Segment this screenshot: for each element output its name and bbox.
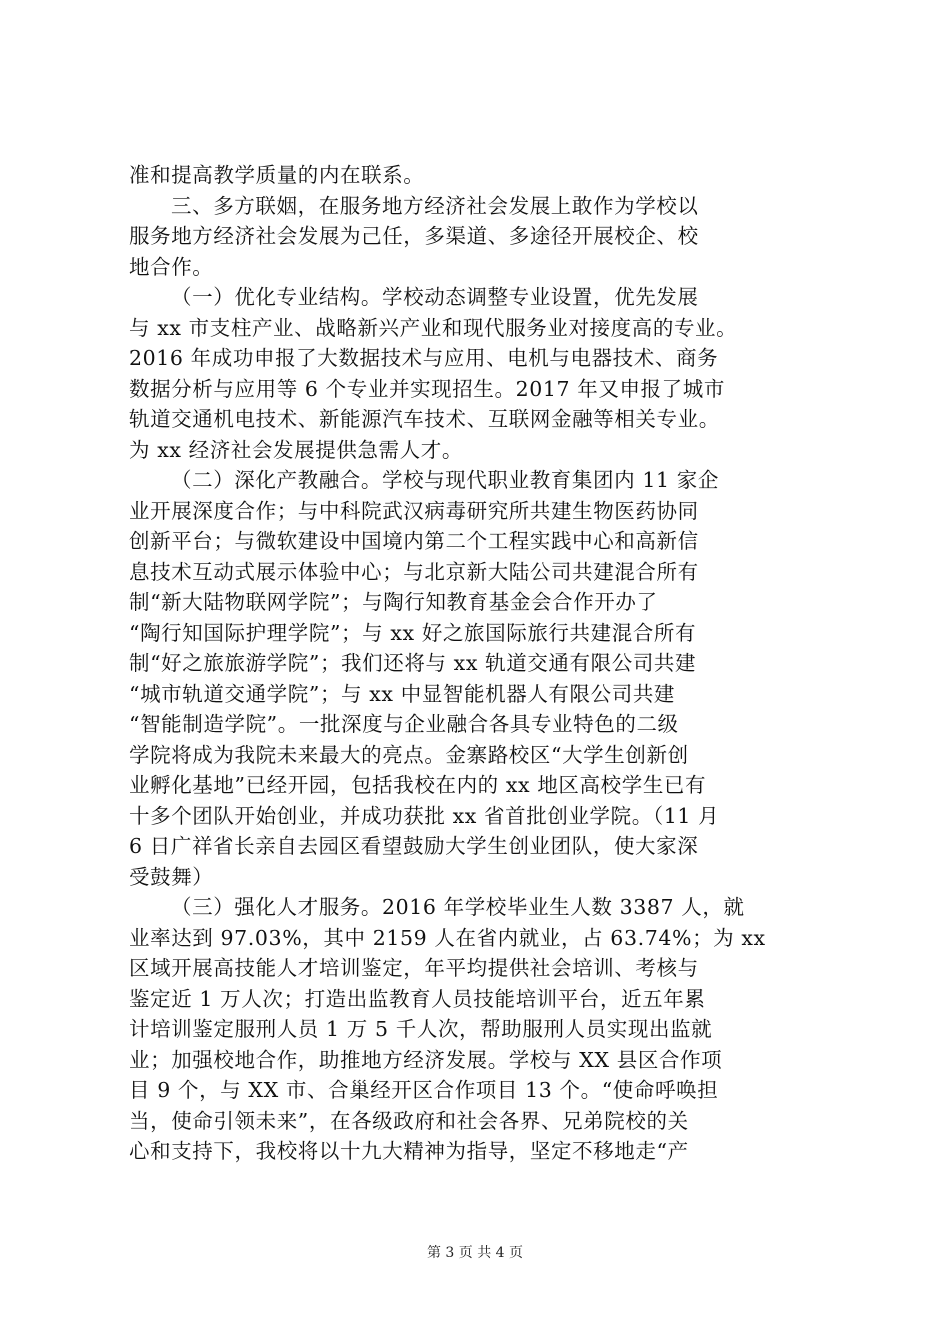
text-line: 计培训鉴定服刑人员 1 万 5 千人次，帮助服刑人员实现出监就 <box>129 1017 713 1041</box>
text-line: 业；加强校地合作，助推地方经济发展。学校与 XX 县区合作项 <box>129 1047 723 1072</box>
text-line: “城市轨道交通学院”；与 xx 中显智能机器人有限公司共建 <box>129 681 676 706</box>
subsection-heading-line: （三）强化人才服务。2016 年学校毕业生人数 3387 人，就 <box>171 895 745 919</box>
text-line: 制“新大陆物联网学院”；与陶行知教育基金会合作开办了 <box>129 590 658 614</box>
text-line: 为 xx 经济社会发展提供急需人才。 <box>129 437 463 462</box>
text-line: 制“好之旅旅游学院”；我们还将与 xx 轨道交通有限公司共建 <box>129 651 697 675</box>
text-line: 当，使命引领未来”，在各级政府和社会各界、兄弟院校的关 <box>129 1108 689 1133</box>
text-line: 学院将成为我院未来最大的亮点。金寨路校区“大学生创新创 <box>129 742 689 767</box>
text-line: 地合作。 <box>129 254 214 279</box>
document-body <box>129 160 829 1167</box>
section-heading-line: 三、多方联姻，在服务地方经济社会发展上敢作为学校以 <box>171 193 699 218</box>
text-line: 轨道交通机电技术、新能源汽车技术、互联网金融等相关专业。 <box>129 407 720 431</box>
text-line: 创新平台；与微软建设中国境内第二个工程实践中心和高新信 <box>129 529 699 553</box>
text-line: 准和提高教学质量的内在联系。 <box>129 163 425 187</box>
text-line: 业孵化基地”已经开园，包括我校在内的 xx 地区高校学生已有 <box>129 773 707 797</box>
text-line: “智能制造学院”。一批深度与企业融合各具专业特色的二级 <box>129 712 679 736</box>
text-line: 鉴定近 1 万人次；打造出监教育人员技能培训平台，近五年累 <box>129 986 706 1011</box>
text-line: “陶行知国际护理学院”；与 xx 好之旅国际旅行共建混合所有 <box>129 620 697 645</box>
text-line: 6 日广祥省长亲自去园区看望鼓励大学生创业团队，使大家深 <box>129 834 699 858</box>
text-line: 业开展深度合作；与中科院武汉病毒研究所共建生物医药协同 <box>129 498 699 523</box>
page-number-footer: 第 3 页 共 4 页 <box>426 1245 524 1261</box>
text-line: 十多个团队开始创业，并成功获批 xx 省首批创业学院。（11 月 <box>129 803 720 828</box>
text-line: 心和支持下，我校将以十九大精神为指导，坚定不移地走“产 <box>129 1139 689 1163</box>
text-line: 目 9 个，与 XX 市、合巢经开区合作项目 13 个。“使命呼唤担 <box>129 1078 719 1102</box>
text-line: 受鼓舞） <box>129 864 214 889</box>
text-line: 区域开展高技能人才培训鉴定，年平均提供社会培训、考核与 <box>129 956 699 980</box>
subsection-heading-line: （二）深化产教融合。学校与现代职业教育集团内 11 家企 <box>171 468 719 492</box>
text-line: 数据分析与应用等 6 个专业并实现招生。2017 年又申报了城市 <box>129 376 725 401</box>
text-line: 与 xx 市支柱产业、战略新兴产业和现代服务业对接度高的专业。 <box>129 315 738 340</box>
text-line: 业率达到 97.03%，其中 2159 人在省内就业，占 63.74%；为 xx <box>129 925 766 950</box>
text-line: 息技术互动式展示体验中心；与北京新大陆公司共建混合所有 <box>129 559 699 584</box>
subsection-heading-line: （一）优化专业结构。学校动态调整专业设置，优先发展 <box>171 285 699 309</box>
text-line: 服务地方经济社会发展为己任，多渠道、多途径开展校企、校 <box>129 224 699 248</box>
text-line: 2016 年成功申报了大数据技术与应用、电机与电器技术、商务 <box>129 346 719 370</box>
